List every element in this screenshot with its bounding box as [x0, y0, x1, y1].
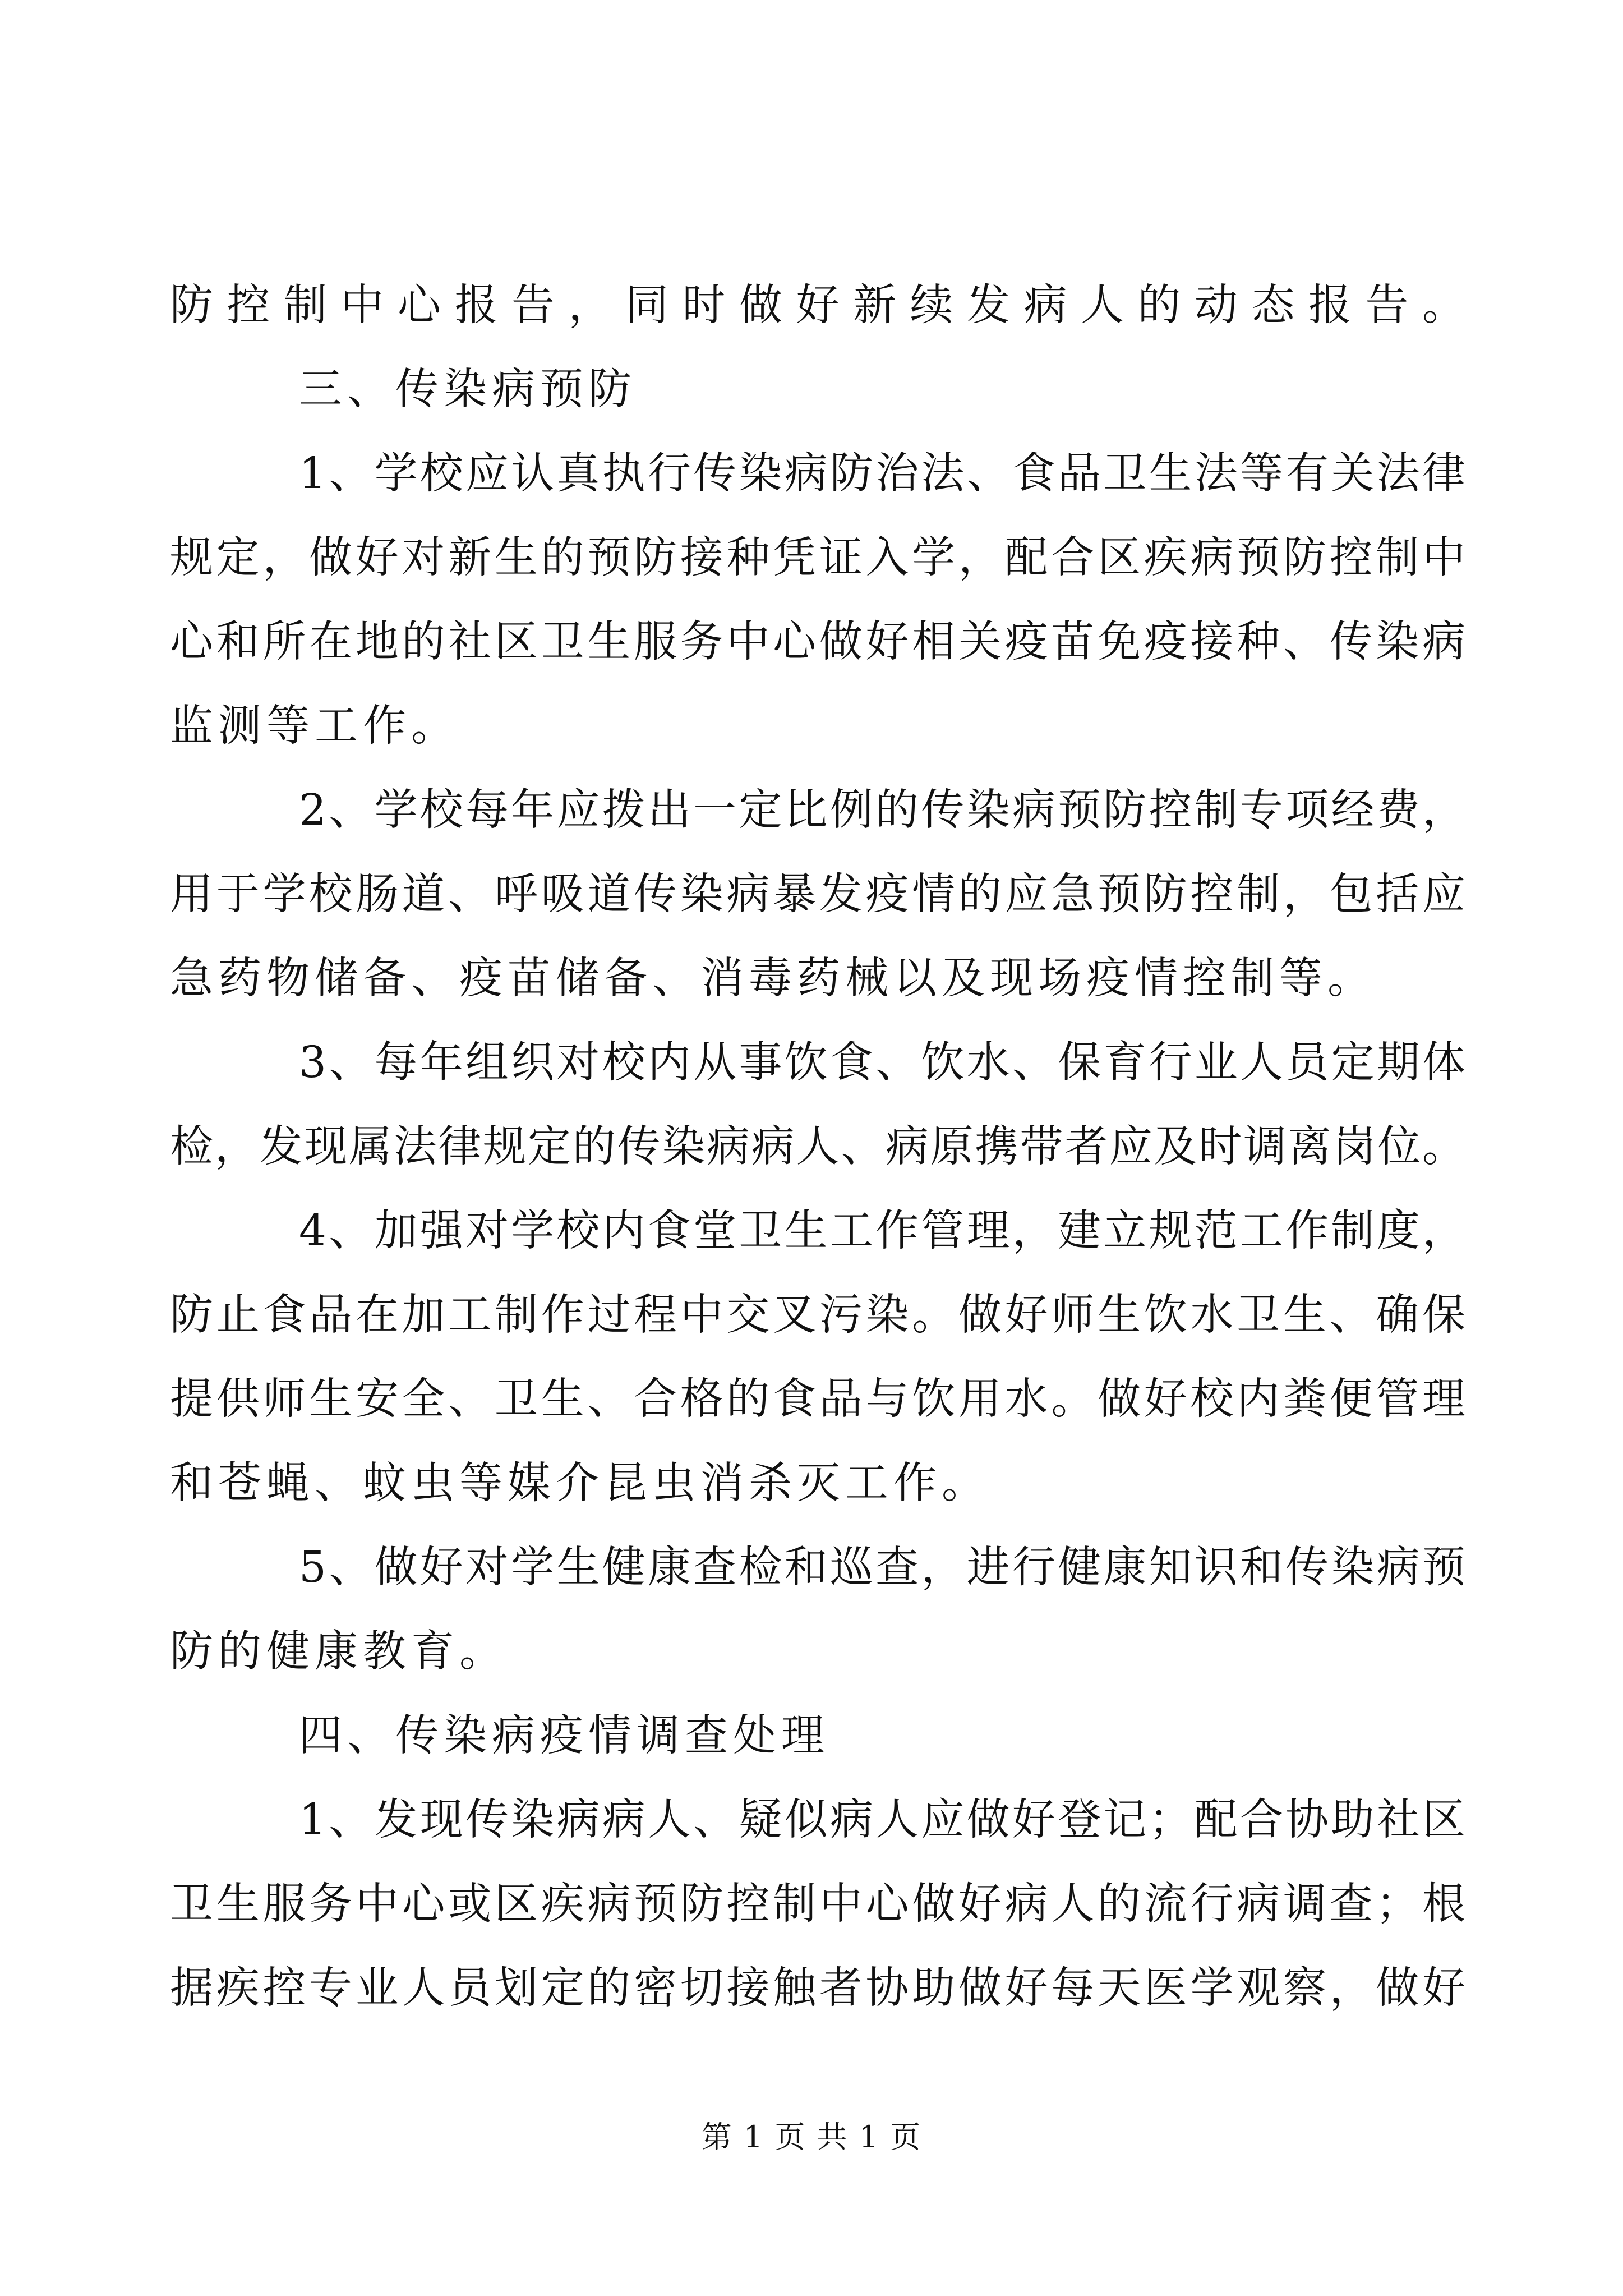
paragraph-line: 卫生服务中心或区疾病预防控制中心做好病人的流行病调查；根	[170, 1879, 1465, 1929]
section-heading: 三、传染病预防	[299, 365, 637, 415]
paragraph-line: 防止食品在加工制作过程中交叉污染。做好师生饮水卫生、确保	[170, 1290, 1465, 1340]
paragraph-line: 检，发现属法律规定的传染病病人、病原携带者应及时调离岗位。	[170, 1122, 1465, 1172]
paragraph-line: 1、发现传染病病人、疑似病人应做好登记；配合协助社区	[299, 1795, 1465, 1845]
paragraph-line: 和苍蝇、蚊虫等媒介昆虫消杀灭工作。	[170, 1458, 990, 1508]
paragraph-line: 提供师生安全、卫生、合格的食品与饮用水。做好校内粪便管理	[170, 1374, 1465, 1424]
document-body	[170, 264, 1465, 2031]
paragraph-line: 监测等工作。	[170, 701, 459, 751]
paragraph-line: 1、学校应认真执行传染病防治法、食品卫生法等有关法律	[299, 449, 1465, 499]
paragraph-line: 据疾控专业人员划定的密切接触者协助做好每天医学观察，做好	[170, 1963, 1465, 2013]
paragraph-line: 5、做好对学生健康查检和巡查，进行健康知识和传染病预	[299, 1543, 1465, 1593]
paragraph-line: 3、每年组织对校内从事饮食、饮水、保育行业人员定期体	[299, 1038, 1465, 1088]
paragraph-line: 防控制中心报告，同时做好新续发病人的动态报告。	[170, 280, 1465, 330]
section-heading: 四、传染病疫情调查处理	[299, 1711, 829, 1761]
paragraph-line: 心和所在地的社区卫生服务中心做好相关疫苗免疫接种、传染病	[170, 617, 1465, 667]
paragraph-line: 4、加强对学校内食堂卫生工作管理，建立规范工作制度，	[299, 1206, 1465, 1256]
paragraph-line: 防的健康教育。	[170, 1627, 508, 1677]
paragraph-line: 2、学校每年应拨出一定比例的传染病预防控制专项经费，	[299, 785, 1465, 835]
paragraph-line: 急药物储备、疫苗储备、消毒药械以及现场疫情控制等。	[170, 954, 1376, 1004]
page-number-footer: 第 1 页 共 1 页	[701, 2119, 922, 2155]
paragraph-line: 用于学校肠道、呼吸道传染病暴发疫情的应急预防控制，包括应	[170, 869, 1465, 919]
paragraph-line: 规定，做好对新生的预防接种凭证入学，配合区疾病预防控制中	[170, 533, 1465, 583]
